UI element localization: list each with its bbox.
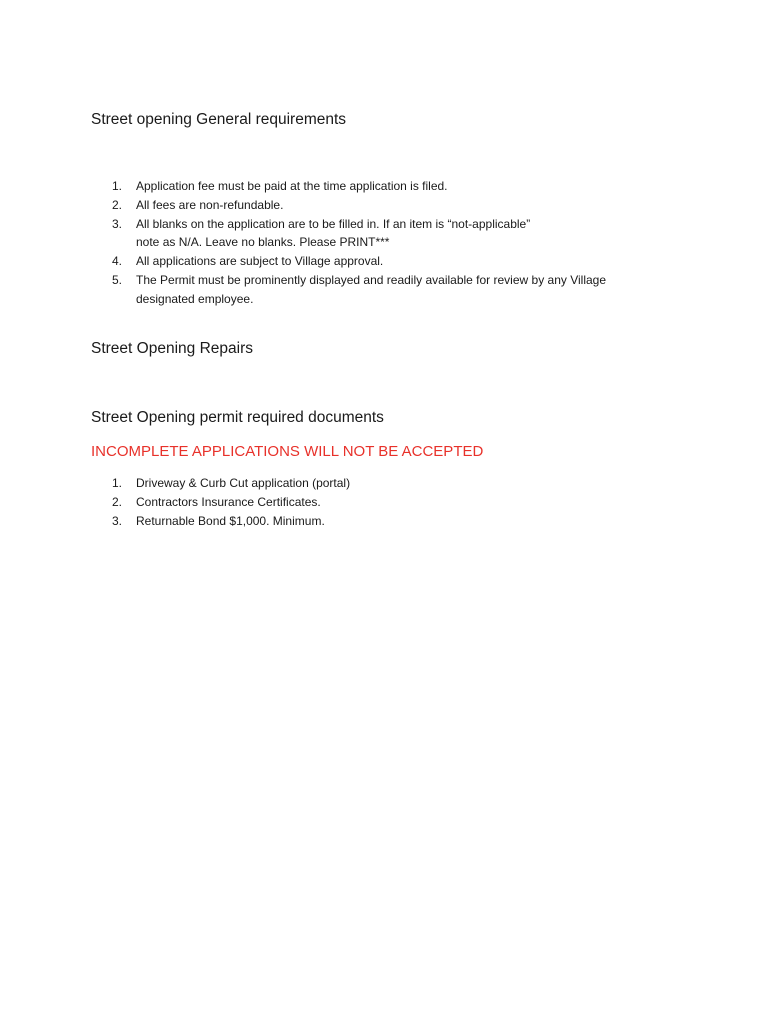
list-item-text: The Permit must be prominently displayed and readily available for review by any Village (136, 272, 607, 287)
list-item (0, 271, 680, 309)
list-item (0, 474, 680, 493)
list-item-text: Contractors Insurance Certificates. (136, 494, 321, 509)
required-documents-heading: Street Opening permit required documents (91, 409, 384, 426)
list-item-number: 4. (112, 254, 123, 269)
list-item-text-continued: designated employee. (136, 291, 254, 306)
list-item-text: All applications are subject to Village approval. (136, 254, 384, 269)
incomplete-applications-notice: INCOMPLETE APPLICATIONS WILL NOT BE ACCEPTED (91, 443, 484, 460)
list-item-number: 1. (112, 179, 123, 193)
list-item-text: All fees are non-refundable. (136, 197, 284, 212)
repairs-heading: Street Opening Repairs (91, 340, 253, 357)
list-item (0, 196, 680, 215)
list-item-text: All blanks on the application are to be filled in. If an item is “not-applicable” (136, 216, 531, 231)
list-item (0, 252, 680, 271)
list-item (0, 215, 680, 253)
list-item-text-continued: note as N/A. Leave no blanks. Please PRINT*** (136, 235, 390, 250)
list-item-number: 5. (112, 272, 123, 287)
list-item (0, 493, 680, 512)
list-item-text: Application fee must be paid at the time application is filed. (136, 179, 448, 193)
list-item (0, 177, 680, 196)
list-item (0, 512, 680, 531)
general-requirements-heading: Street opening General requirements (91, 111, 347, 128)
list-item-number: 2. (112, 494, 123, 509)
list-item-number: 2. (112, 197, 123, 212)
list-item-text: Returnable Bond $1,000. Minimum. (136, 513, 325, 528)
general-requirements-list (0, 177, 680, 309)
list-item-number: 3. (112, 513, 123, 528)
list-item-number: 1. (112, 476, 123, 490)
list-item-number: 3. (112, 216, 123, 231)
list-item-text: Driveway & Curb Cut application (portal) (136, 476, 351, 490)
required-documents-list (0, 474, 680, 530)
